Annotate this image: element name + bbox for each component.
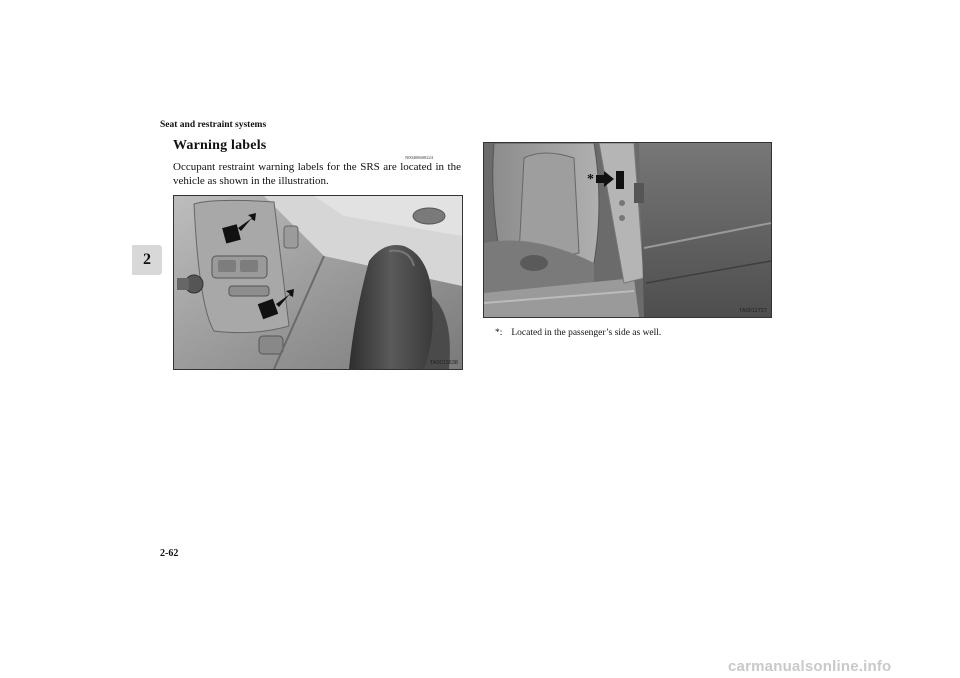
- page-number: 2-62: [160, 548, 179, 559]
- figure-door-pillar: [483, 142, 772, 318]
- heading-code: N00408600224: [405, 155, 433, 160]
- footnote-text: Located in the passenger’s side as well.: [511, 328, 662, 338]
- figure-sun-visor: [173, 195, 463, 370]
- chapter-tab: 2: [132, 245, 162, 275]
- figure-marker: *: [587, 172, 594, 187]
- footnote-mark: *:: [495, 328, 503, 338]
- figure-id-label: TA0012727: [738, 308, 767, 314]
- section-heading: Warning labels: [173, 138, 267, 153]
- footnote: [495, 328, 661, 338]
- door-pillar-warning-label-icon: [484, 143, 771, 317]
- sun-visor-warning-label-icon: [174, 196, 462, 369]
- section-header: Seat and restraint systems: [160, 120, 267, 130]
- body-paragraph: Occupant restraint warning labels for the SRS are located in the vehicle as shown in the illustration.: [173, 161, 461, 187]
- figure-id-label: TA0013638: [429, 360, 458, 366]
- watermark: carmanualsonline.info: [728, 658, 892, 675]
